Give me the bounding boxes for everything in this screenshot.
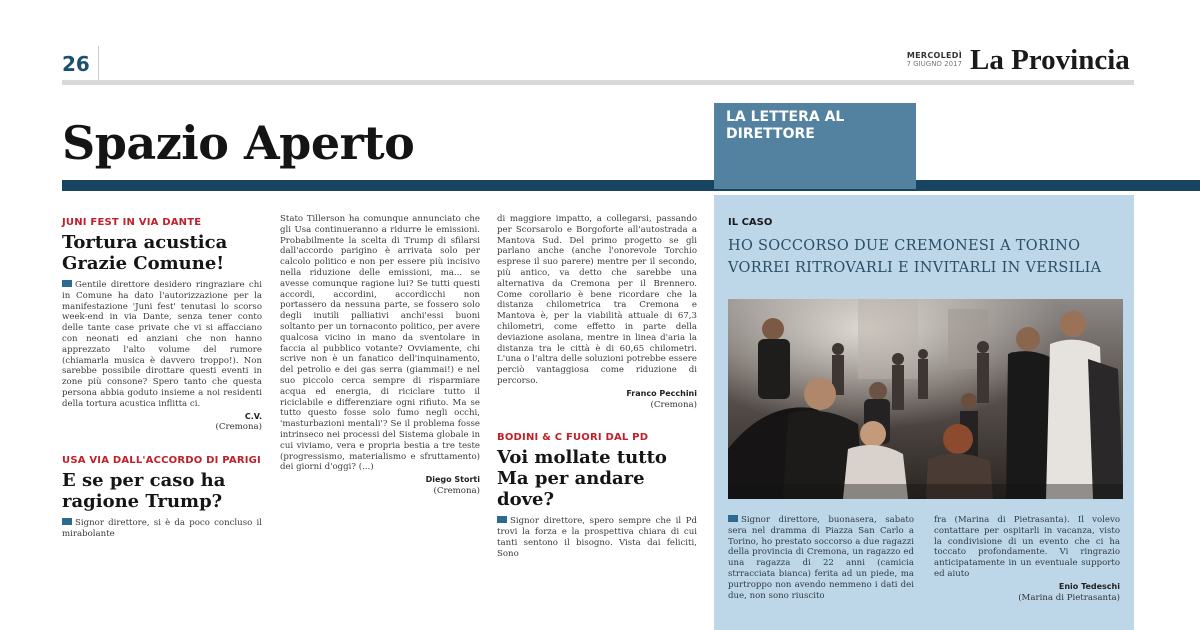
article-signature <box>280 475 480 497</box>
paragraph-marker-icon <box>728 515 738 522</box>
case-headline: HO SOCCORSO DUE CREMONESI A TORINO VORREI RITROVARLI E INVITARLI IN VERSILIA <box>728 238 1102 276</box>
article-body-text: Signor direttore, spero sempre che il Pd trovi la forza e la prospettiva chiara di cui tanti sentono il bisogno. Vista dai feliciti, Sono <box>497 516 697 559</box>
header-divider <box>98 46 99 80</box>
issue-date <box>868 52 962 68</box>
issue-full-date: 7 GIUGNO 2017 <box>906 59 962 68</box>
newspaper-masthead: La Provincia <box>970 44 1130 76</box>
article-signature <box>934 582 1120 604</box>
column-2 <box>280 214 480 497</box>
header-rule <box>62 80 1134 85</box>
article-signature <box>497 389 697 411</box>
article-kicker: USA VIA DALL'ACCORDO DI PARIGI <box>62 455 261 467</box>
article-headline: Tortura acustica Grazie Comune! <box>62 232 228 274</box>
article-body-text: Signor direttore, si è da poco concluso il mirabolante <box>62 518 262 539</box>
article-body-text: Gentile direttore desidero ringraziare chi in Comune ha dato l'autorizzazione per la manifestazione 'Juni fest' tenutasi lo scorso week-end in via Dante, senza tener conto delle tante case private che vi si affacciano con neonati ed anziani che non hanno apprezzato l'alto volume del rumore (chiamarla musica è davvero troppo!). Non sarebbe possibile dirottare questi eventi in zone più consone? Spero tanto che questa persona abbia goduto insieme a noi residenti della tortura acustica inflitta ci. <box>62 280 262 409</box>
issue-weekday: MERCOLEDÌ <box>906 51 962 60</box>
article-kicker: BODINI & C FUORI DAL PD <box>497 432 649 444</box>
signature-name: C.V. <box>244 411 262 421</box>
section-bar <box>62 180 1200 191</box>
article-headline: E se per caso ha ragione Trump? <box>62 470 226 513</box>
case-column-right <box>934 515 1120 603</box>
case-body-text: Signor direttore, buonasera, sabato sera nel dramma di Piazza San Carlo a Torino, ho prestato soccorso a due ragazzi della provincia di Cremona, un ragazzo ed una ragazza di 22 anni (camicia strracciata bianca) ferita ad un piede, ma purtroppo non avendo nemmeno i dati dei due, non sono riuscito <box>728 515 914 601</box>
section-title: Spazio Aperto <box>62 116 415 170</box>
article-headline: Voi mollate tutto Ma per andare dove? <box>497 447 667 511</box>
signature-place: (Cremona) <box>215 422 262 433</box>
article-body <box>62 518 262 540</box>
signature-place: (Cremona) <box>650 399 697 410</box>
news-photo <box>728 299 1123 499</box>
signature-name: Enio Tedeschi <box>1058 581 1120 591</box>
case-body <box>728 515 914 601</box>
case-kicker: IL CASO <box>728 217 773 228</box>
paragraph-marker-icon <box>497 516 507 523</box>
article-body-continuation: di maggiore impatto, a collegarsi, passando per Scorsarolo e Borgoforte all'autostrada a Mantova Sud. Del primo progetto se gli parlano anche (anche l'onorevole Torchio esprese il suo parere) mentre per il secondo, più antico, va detto che sarebbe una alternativa da Cremona per il Brennero. Come corollario è bene ricordare che la distanza chilometrica tra Cremona e Mantova è, per la viabilità attuale di 67,3 chilometri, come effetto in parte della deviazione asolana, mentre in linea d'aria la distanza tra le città è di 60,65 chilometri. L'una o l'altra delle soluzioni potrebbe essere perciò vantaggiosa come riduzione di percorso. <box>497 214 697 386</box>
signature-place: (Marina di Pietrasanta) <box>1018 592 1120 603</box>
article-body <box>62 280 262 410</box>
crowd-photo-image <box>728 299 1123 499</box>
signature-name: Diego Storti <box>425 475 480 485</box>
column-3 <box>497 214 697 560</box>
lettera-label-box <box>714 103 916 189</box>
article-kicker: JUNI FEST IN VIA DANTE <box>62 217 202 228</box>
page-number: 26 <box>62 52 90 76</box>
lettera-label: LA LETTERA AL DIRETTORE <box>726 109 845 142</box>
article-body <box>497 516 697 559</box>
signature-name: Franco Pecchini <box>626 388 697 398</box>
case-column-left <box>728 515 914 601</box>
paragraph-marker-icon <box>62 518 72 525</box>
article-signature <box>62 412 262 434</box>
paragraph-marker-icon <box>62 280 72 287</box>
signature-place: (Cremona) <box>433 485 480 496</box>
case-body-continuation: fra (Marina di Pietrasanta). Il volevo contattare per ospitarli in vacanza, visto la condivisione di un evento che ci ha toccato profondamente. Vi ringrazio anticipatamente in un eventuale supporto ed aiuto <box>934 515 1120 579</box>
column-1 <box>62 217 262 540</box>
article-body-continuation: Stato Tillerson ha comunque annunciato che gli Usa continueranno a ridurre le emissioni. Probabilmente la scelta di Trump di sfilarsi dall'accordo parigino è arrivata solo per calcolo politico e non per essere più incisivo nella riduzione delle emissioni, ma... se avesse comunque ragione lui? Se tutti questi accordi, accordini, accordicchi non portassero da nessuna parte, se fossero solo degli inutili palliativi anchi'essi buoni soltanto per un tornaconto politico, per avere qualcosa vicino in mano da sventolare in faccia al pubblico votante? Ovviamente, chi scrive non è un fanatico dell'inquinamento, del petrolio e dei gas serra (giammai!) e nel suo piccolo cerca sempre di risparmiare acqua ed energia, di riciclare tutto il riciclabile e differenziare ogni rifiuto. Ma se tutto questo fosse solo fumo negli occhi, 'masturbazioni mentali'? Se il problema fosse intrinseco nei processi del Sistema globale in cui viviamo, vera e propria bestia a tre teste (progressismo, materialismo e sfruttamento) dei giorni d'oggi? (...) <box>280 214 480 473</box>
case-panel <box>714 195 1134 630</box>
